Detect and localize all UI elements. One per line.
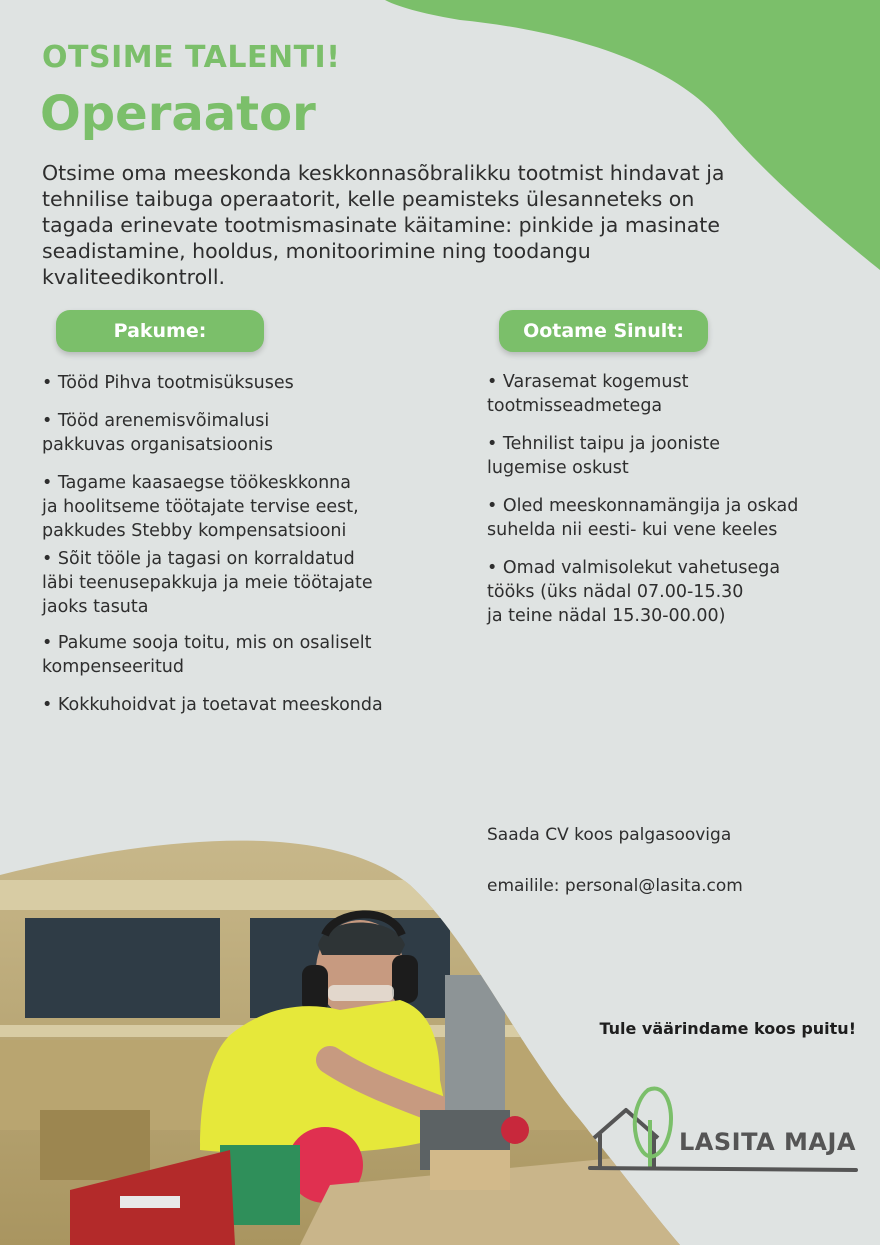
expect-list: [487, 370, 857, 628]
offer-item: • Tööd arenemisvõimalusi pakkuvas organisatsioonis: [42, 411, 273, 455]
offer-item: • Sõit tööle ja tagasi on korraldatud läbi teenusepakkuja ja meie töötajate jaoks tasuta: [42, 549, 373, 617]
logo-wordmark: LASITA MAJA: [679, 1128, 856, 1156]
eyebrow-heading: OTSIME TALENTI!: [42, 40, 341, 75]
offer-item: • Tagame kaasaegse töökeskkonna ja hoolitseme töötajate tervise eest, pakkudes Stebby kompensatsiooni: [42, 473, 359, 541]
call-to-action: Tule väärindame koos puitu!: [599, 1019, 856, 1038]
offer-item: • Tööd Pihva tootmisüksuses: [42, 373, 294, 393]
offer-item: • Pakume sooja toitu, mis on osaliselt kompenseeritud: [42, 633, 372, 677]
offer-section-label: Pakume:: [56, 310, 264, 352]
expect-item: • Oled meeskonnamängija ja oskad suhelda nii eesti- kui vene keeles: [487, 496, 799, 540]
expect-item: • Tehnilist taipu ja jooniste lugemise oskust: [487, 434, 721, 478]
job-description: Otsime oma meeskonda keskkonnasõbralikku tootmist hindavat ja tehnilise taibuga operaatorit, kelle peamisteks ülesanneteks on tagada erinevate tootmismasinate käitamine: pinkide ja masinate seadistamine, hooldus, monitoorimine ning toodangu kvaliteedikontroll.: [42, 161, 725, 289]
job-title: Operaator: [40, 86, 316, 142]
offer-list: [42, 371, 442, 717]
offer-item: • Kokkuhoidvat ja toetavat meeskonda: [42, 695, 383, 715]
expect-item: • Varasemat kogemust tootmisseadmetega: [487, 372, 689, 416]
contact-line-cv: Saada CV koos palgasooviga: [487, 825, 732, 845]
expect-section-label: Ootame Sinult:: [499, 310, 708, 352]
expect-item: • Omad valmisolekut vahetusega tööks (üks nädal 07.00-15.30 ja teine nädal 15.30-00.00): [487, 558, 781, 626]
contact-line-email[interactable]: emailile: personal@lasita.com: [487, 876, 743, 896]
